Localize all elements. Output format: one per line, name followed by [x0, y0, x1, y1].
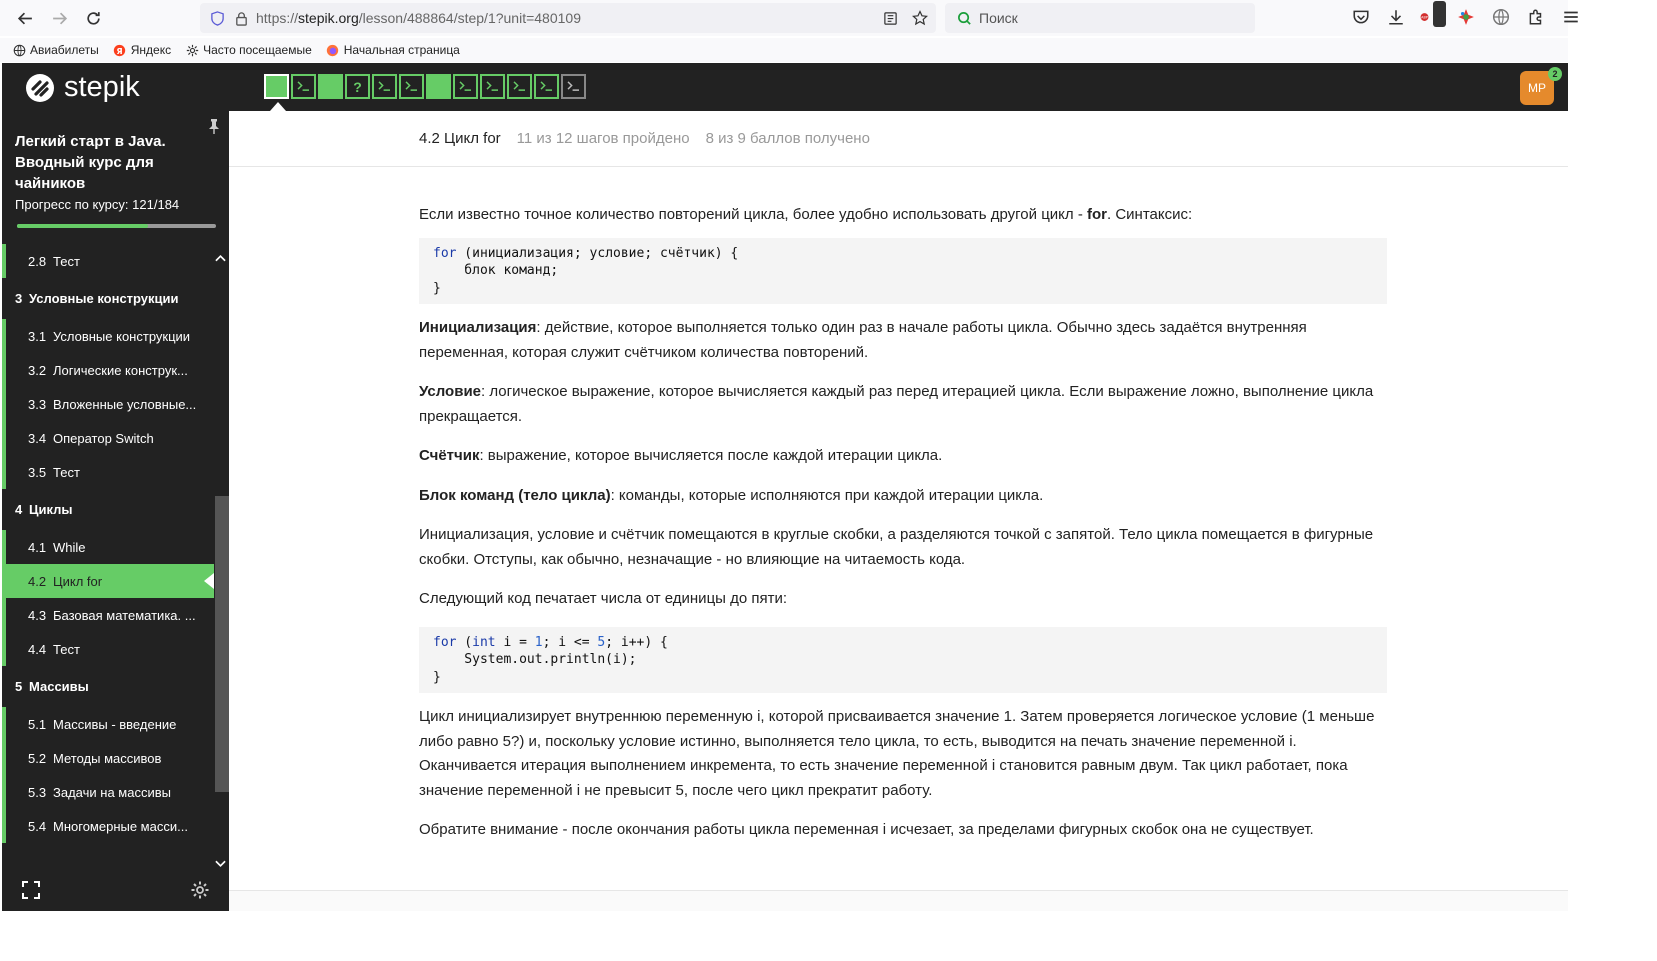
forward-icon[interactable] — [42, 1, 76, 35]
lesson-number: 5 — [15, 679, 23, 694]
search-engine-icon — [955, 9, 973, 27]
adblock-extension-icon[interactable] — [1420, 4, 1442, 30]
sidebar-section-5[interactable] — [2, 666, 214, 707]
chevron-down-icon[interactable] — [215, 859, 226, 871]
lesson-number: 4.4 — [28, 641, 47, 657]
terminal-icon — [459, 80, 472, 94]
block-paragraph: Блок команд (тело цикла): команды, которые исполняются при каждой итерации цикла. — [419, 486, 1044, 504]
lesson-score: 8 из 9 баллов получено — [705, 130, 870, 147]
reader-view-icon[interactable] — [880, 8, 900, 28]
sidebar-lesson-3-1[interactable] — [2, 319, 214, 353]
notification-badge: 2 — [1548, 67, 1562, 81]
firefox-icon — [326, 43, 340, 57]
step-tab-11[interactable] — [534, 74, 559, 99]
bookmark-label: Часто посещаемые — [203, 43, 312, 57]
yandex-icon — [113, 43, 127, 57]
lesson-number: 3.1 — [28, 328, 47, 344]
lesson-label: Вложенные условные... — [53, 396, 197, 412]
fullscreen-icon[interactable] — [22, 881, 40, 899]
next-example-paragraph: Следующий код печатает числа от единицы до пяти: — [419, 590, 788, 607]
lesson-number: 3.3 — [28, 396, 47, 412]
course-progress-bar — [17, 224, 216, 228]
lesson-number: 5.2 — [28, 750, 47, 766]
lesson-title: 4.2 Цикл for — [419, 130, 501, 147]
counter-paragraph: Счётчик: выражение, которое вычисляется после каждой итерации цикла. — [419, 447, 943, 464]
sidebar-lesson-4-3[interactable] — [2, 598, 214, 632]
terminal-icon — [540, 80, 553, 94]
sidebar-lesson-5-2[interactable] — [2, 741, 214, 775]
bookmarks-bar — [0, 38, 1568, 62]
step-tab-9[interactable] — [480, 74, 505, 99]
step-tab-5[interactable] — [372, 74, 397, 99]
lesson-label: Базовая математика. ... — [53, 607, 196, 623]
lesson-label: Цикл for — [53, 573, 103, 589]
course-progress-fill — [17, 224, 148, 228]
bookmark-yandex[interactable] — [113, 43, 171, 57]
syntax-paragraph: Инициализация, условие и счётчик помещаются в круглые скобки, а разделяются точкой с запятой. Тело цикла помещается в фигурные скобки. Отступы, как обычно, незначащие - но влияющие на читаемость кода. — [419, 526, 1374, 568]
lock-icon[interactable] — [232, 9, 250, 27]
sidebar-section-3[interactable] — [2, 278, 214, 319]
url-text[interactable]: https://stepik.org/lesson/488864/step/1?unit=480109 — [256, 10, 581, 26]
lesson-label: Массивы - введение — [53, 716, 177, 732]
vpn-globe-icon[interactable] — [1490, 4, 1512, 30]
lesson-label: Методы массивов — [53, 750, 162, 766]
init-paragraph: Инициализация: действие, которое выполняется только один раз в начале работы цикла. Обычно здесь задаётся внутренняя переменная, которая служит счётчиком количества повторений. — [419, 319, 1307, 361]
lesson-label: While — [53, 539, 86, 555]
download-icon[interactable] — [1385, 4, 1407, 30]
shield-icon[interactable] — [208, 9, 226, 27]
lesson-number: 4.3 — [28, 607, 47, 623]
sidebar-lesson-5-1[interactable] — [2, 707, 214, 741]
lesson-label: Задачи на массивы — [53, 784, 171, 800]
terminal-icon — [378, 80, 391, 94]
code-block-syntax: for (инициализация; условие; счётчик) { блок команд; } — [419, 238, 1387, 305]
sidebar-lesson-2-8[interactable] — [2, 244, 214, 278]
condition-paragraph: Условие: логическое выражение, которое вычисляется каждый раз перед итерацией цикла. Если выражение ложно, выполнение цикла прекращается. — [419, 383, 1374, 425]
bookmark-most-visited[interactable] — [185, 43, 312, 57]
lesson-number: 4.2 — [28, 573, 47, 589]
settings-gear-icon[interactable] — [190, 880, 210, 900]
step-tab-4[interactable] — [345, 74, 370, 99]
code-block-example: for (int i = 1; i <= 5; i++) { System.out.println(i); } — [419, 627, 1387, 694]
bookmark-star-icon[interactable] — [910, 8, 930, 28]
course-sidebar — [2, 111, 229, 911]
lesson-label: Массивы — [29, 679, 89, 694]
explain-paragraph: Цикл инициализирует внутреннюю переменную i, которой присваивается значение 1. Затем проверяется логическое условие (1 меньше либо равно 5?) и, поскольку условие истинно, выполняется тело цикла, то есть, выводится на печать значение переменной i. Оканчивается итерация выполнением инкремента, то есть значение переменной i становится равным двум. Так цикл работает, пока значение переменной i не превысит 5, после чего цикл прекратит работу. — [419, 708, 1375, 799]
course-title[interactable]: Легкий старт в Java. Вводный курс для чайников — [15, 133, 166, 192]
terminal-icon — [486, 80, 499, 94]
sidebar-lesson-3-5[interactable] — [2, 455, 214, 489]
menu-icon[interactable] — [1560, 4, 1582, 30]
step-tab-12[interactable] — [561, 74, 586, 99]
lesson-number: 5.4 — [28, 818, 47, 834]
lesson-list — [2, 244, 214, 843]
sidebar-lesson-3-4[interactable] — [2, 421, 214, 455]
bookmark-label: Начальная страница — [343, 43, 460, 57]
sidebar-scrollbar[interactable] — [215, 496, 229, 792]
lesson-number: 3.4 — [28, 430, 47, 446]
svg-text:Я: Я — [116, 45, 123, 56]
extension-badge: 2 — [1433, 1, 1446, 27]
note-paragraph: Обратите внимание - после окончания работы цикла переменная i исчезает, за пределами фигурных скобок она не существует. — [419, 821, 1314, 838]
step-tab-6[interactable] — [399, 74, 424, 99]
sidebar-section-4[interactable] — [2, 489, 214, 530]
step-tab-3[interactable] — [318, 74, 343, 99]
lesson-number: 5.1 — [28, 716, 47, 732]
browser-toolbar — [0, 0, 1568, 36]
quiz-icon: ? — [353, 78, 362, 95]
lesson-label: Циклы — [29, 502, 73, 517]
course-progress-value: 121/184 — [132, 197, 180, 212]
sidebar-lesson-5-4[interactable] — [2, 809, 214, 843]
gear-icon — [185, 43, 199, 57]
step-tab-7[interactable] — [426, 74, 451, 99]
lesson-header — [229, 111, 1568, 167]
sidebar-lesson-3-2[interactable] — [2, 353, 214, 387]
lesson-number: 4.1 — [28, 539, 47, 555]
app-header — [2, 63, 1568, 111]
course-progress-text: Прогресс по курсу: 121/184 — [15, 197, 180, 212]
terminal-icon — [513, 80, 526, 94]
avatar[interactable]: MP — [1520, 71, 1554, 105]
back-icon[interactable] — [8, 1, 42, 35]
lesson-label: Многомерные масси... — [53, 818, 188, 834]
bookmark-aviabilety[interactable] — [12, 43, 99, 57]
bookmark-label: Яндекс — [130, 43, 172, 57]
lesson-number: 3.2 — [28, 362, 47, 378]
color-extension-icon[interactable] — [1455, 4, 1477, 30]
terminal-icon — [405, 80, 418, 94]
search-input[interactable] — [945, 3, 1255, 33]
lesson-number: 3 — [15, 291, 23, 306]
stepik-logo[interactable] — [24, 71, 140, 104]
step-content — [419, 203, 1387, 858]
sidebar-lesson-4-1[interactable] — [2, 530, 214, 564]
lesson-label: Условные конструкции — [53, 328, 191, 344]
lesson-label: Тест — [53, 464, 80, 480]
bookmark-start-page[interactable] — [326, 43, 460, 57]
lesson-label: Тест — [53, 253, 80, 269]
lesson-steps-progress: 11 из 12 шагов пройдено — [516, 130, 690, 147]
lesson-label: Условные конструкции — [29, 291, 179, 306]
step-tab-1[interactable] — [264, 74, 289, 99]
lesson-number: 4 — [15, 502, 23, 517]
chevron-up-icon[interactable] — [215, 253, 226, 265]
lesson-number: 3.5 — [28, 464, 47, 480]
bookmark-label: Авиабилеты — [30, 43, 99, 57]
stepik-logo-icon — [24, 72, 56, 104]
step-tab-8[interactable] — [453, 74, 478, 99]
lesson-number: 5.3 — [28, 784, 47, 800]
search-placeholder: Поиск — [979, 10, 1018, 26]
intro-paragraph: Если известно точное количество повторений цикла, более удобно использовать другой цикл - for. Синтаксис: — [419, 206, 1193, 223]
address-bar[interactable] — [200, 3, 936, 33]
sidebar-lesson-4-2[interactable] — [2, 564, 214, 598]
terminal-icon — [567, 80, 580, 94]
lesson-number: 2.8 — [28, 253, 47, 269]
pocket-icon[interactable] — [1350, 4, 1372, 30]
step-tab-2[interactable] — [291, 74, 316, 99]
extensions-puzzle-icon[interactable] — [1525, 4, 1547, 30]
lesson-label: Тест — [53, 641, 80, 657]
svg-text:ABP: ABP — [1421, 15, 1428, 20]
reload-icon[interactable] — [76, 1, 110, 35]
globe-icon — [12, 43, 26, 57]
content-footer — [229, 890, 1568, 911]
sidebar-lesson-4-4[interactable] — [2, 632, 214, 666]
logo-text: stepik — [64, 71, 140, 103]
step-tab-10[interactable] — [507, 74, 532, 99]
terminal-icon — [297, 80, 310, 94]
sidebar-lesson-3-3[interactable] — [2, 387, 214, 421]
lesson-label: Логические конструк... — [53, 362, 188, 378]
lesson-label: Оператор Switch — [53, 430, 154, 446]
pin-icon[interactable] — [207, 118, 221, 134]
step-navigator — [264, 74, 586, 99]
current-step-pointer — [270, 102, 286, 111]
sidebar-lesson-5-3[interactable] — [2, 775, 214, 809]
